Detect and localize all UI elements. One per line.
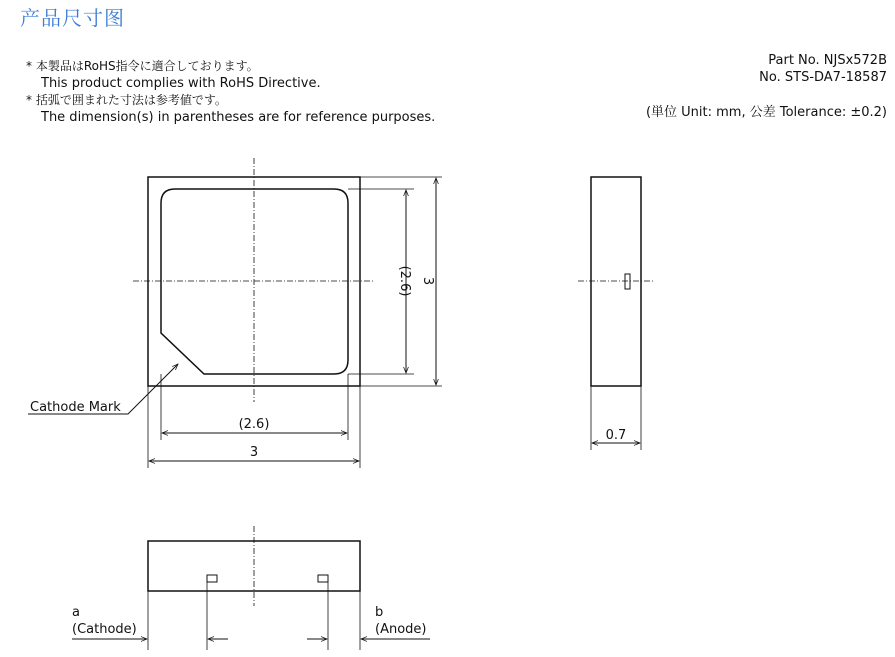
note-reference-en: The dimension(s) in parentheses are for reference purposes. <box>41 110 436 125</box>
page-title: 产品尺寸图 <box>20 6 125 30</box>
top-view <box>28 158 442 468</box>
note-rohs-en: This product complies with RoHS Directive. <box>41 76 321 91</box>
dim-outer-width-label: 3 <box>249 445 259 460</box>
note-reference-jp: * 括弧で囲まれた寸法は参考値です。 <box>26 93 227 107</box>
pad-b-letter: b <box>375 605 384 620</box>
side-terminal <box>625 274 630 289</box>
pad-b-name: (Anode) <box>375 622 427 637</box>
note-rohs-jp: * 本製品はRoHS指令に適合しております。 <box>26 59 259 73</box>
part-number: Part No. NJSx572B <box>768 53 887 68</box>
dim-outer-height-label: 3 <box>420 276 435 286</box>
side-view <box>578 177 654 450</box>
pad-a <box>207 575 217 582</box>
pad-a-name: (Cathode) <box>72 622 137 637</box>
unit-tolerance: (単位 Unit: mm, 公差 Tolerance: ±0.2) <box>645 105 887 120</box>
lens-outline <box>161 189 348 374</box>
dim-inner-height-label: (2.6) <box>397 265 412 297</box>
dim-inner-width-label: (2.6) <box>238 417 270 432</box>
side-outline <box>591 177 641 386</box>
pad-a-letter: a <box>72 605 80 620</box>
document-number: No. STS-DA7-18587 <box>759 70 887 85</box>
cathode-mark-label: Cathode Mark <box>30 400 121 415</box>
pad-b <box>318 575 328 582</box>
dim-thickness-label: 0.7 <box>605 428 627 443</box>
